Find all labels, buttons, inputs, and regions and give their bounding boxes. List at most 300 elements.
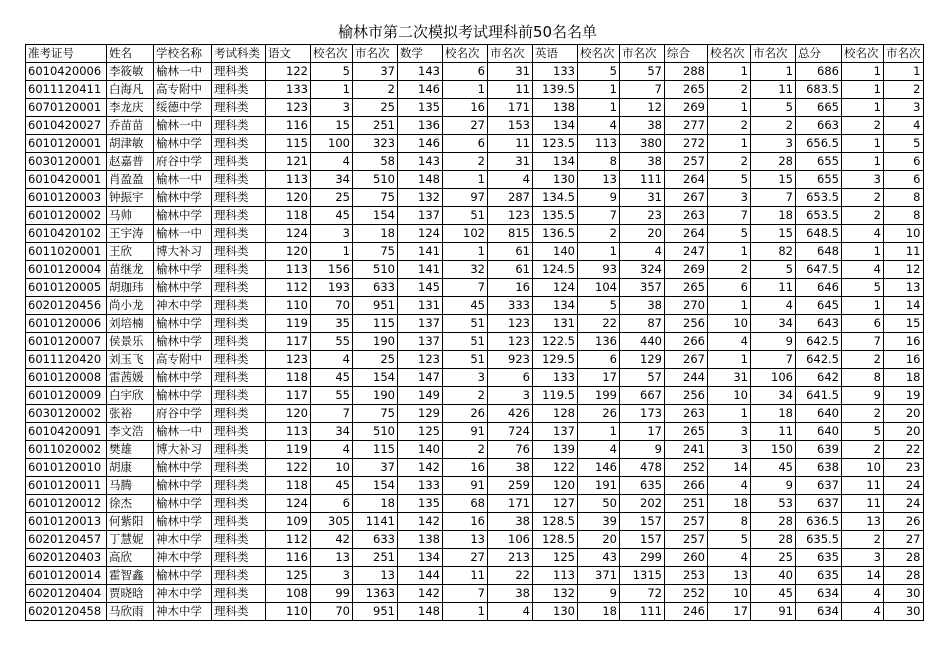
table-cell: 173 (620, 405, 665, 423)
column-header: 总分 (796, 45, 842, 63)
table-cell: 2 (842, 351, 884, 369)
table-cell: 榆林中学 (154, 495, 212, 513)
table-cell: 130 (533, 171, 578, 189)
table-cell: 440 (620, 333, 665, 351)
table-cell: 7 (578, 207, 620, 225)
table-row (26, 99, 924, 117)
table-cell: 钟振宇 (107, 189, 154, 207)
table-row (26, 261, 924, 279)
table-cell: 42 (311, 531, 353, 549)
table-cell: 6010120001 (26, 135, 107, 153)
table-cell: 50 (578, 495, 620, 513)
table-cell: 理科类 (212, 279, 266, 297)
table-cell: 理科类 (212, 207, 266, 225)
table-cell: 12 (884, 261, 924, 279)
table-cell: 24 (884, 495, 924, 513)
table-cell: 648 (796, 243, 842, 261)
table-cell: 635 (620, 477, 665, 495)
table-cell: 264 (665, 225, 708, 243)
table-cell: 16 (443, 99, 488, 117)
table-cell: 113 (266, 423, 311, 441)
table-cell: 9 (751, 333, 796, 351)
table-cell: 645 (796, 297, 842, 315)
table-cell: 8 (708, 513, 751, 531)
table-cell: 府谷中学 (154, 153, 212, 171)
table-cell: 143 (398, 63, 443, 81)
table-cell: 6010120008 (26, 369, 107, 387)
table-row (26, 171, 924, 189)
table-cell: 641.5 (796, 387, 842, 405)
table-cell: 148 (398, 171, 443, 189)
table-cell: 13 (578, 171, 620, 189)
table-cell: 榆林中学 (154, 459, 212, 477)
table-cell: 理科类 (212, 171, 266, 189)
table-cell: 16 (884, 351, 924, 369)
table-cell: 665 (796, 99, 842, 117)
table-cell: 马腾 (107, 477, 154, 495)
table-cell: 324 (620, 261, 665, 279)
table-cell: 4 (842, 225, 884, 243)
table-cell: 305 (311, 513, 353, 531)
table-cell: 118 (266, 207, 311, 225)
table-cell: 7 (620, 81, 665, 99)
table-cell: 王欣 (107, 243, 154, 261)
table-cell: 神木中学 (154, 585, 212, 603)
table-cell: 5 (751, 261, 796, 279)
table-cell: 643 (796, 315, 842, 333)
table-cell: 213 (488, 549, 533, 567)
table-cell: 259 (488, 477, 533, 495)
table-cell: 白宇欣 (107, 387, 154, 405)
table-cell: 14 (884, 297, 924, 315)
table-cell: 132 (398, 189, 443, 207)
table-cell: 263 (665, 207, 708, 225)
table-cell: 246 (665, 603, 708, 621)
table-cell: 11 (751, 279, 796, 297)
table-cell: 655 (796, 153, 842, 171)
table-cell: 4 (311, 351, 353, 369)
table-cell: 榆林一中 (154, 423, 212, 441)
table-cell: 1 (842, 153, 884, 171)
table-cell: 124 (533, 279, 578, 297)
table-cell: 30 (884, 585, 924, 603)
table-cell: 251 (353, 117, 398, 135)
table-row (26, 189, 924, 207)
table-cell: 35 (311, 315, 353, 333)
table-cell: 128.5 (533, 531, 578, 549)
table-cell: 131 (533, 315, 578, 333)
table-cell: 赵嘉普 (107, 153, 154, 171)
table-cell: 129 (398, 405, 443, 423)
table-cell: 6010120014 (26, 567, 107, 585)
table-cell: 4 (751, 297, 796, 315)
table-cell: 686 (796, 63, 842, 81)
table-cell: 120 (266, 405, 311, 423)
table-cell: 6 (884, 153, 924, 171)
table-cell: 510 (353, 423, 398, 441)
table-cell: 10 (708, 585, 751, 603)
table-cell: 13 (353, 567, 398, 585)
table-cell: 7 (311, 405, 353, 423)
table-cell: 667 (620, 387, 665, 405)
table-cell: 7 (842, 333, 884, 351)
table-cell: 9 (620, 441, 665, 459)
table-cell: 202 (620, 495, 665, 513)
table-cell: 2 (708, 153, 751, 171)
table-cell: 23 (884, 459, 924, 477)
table-cell: 111 (620, 603, 665, 621)
table-cell: 57 (620, 369, 665, 387)
table-row (26, 351, 924, 369)
table-cell: 87 (620, 315, 665, 333)
table-cell: 150 (751, 441, 796, 459)
table-cell: 127 (533, 495, 578, 513)
table-cell: 6010120005 (26, 279, 107, 297)
table-cell: 11 (884, 243, 924, 261)
table-cell: 110 (266, 603, 311, 621)
table-cell: 156 (311, 261, 353, 279)
table-cell: 1141 (353, 513, 398, 531)
table-cell: 2 (842, 531, 884, 549)
table-cell: 124 (266, 225, 311, 243)
table-cell: 18 (578, 603, 620, 621)
table-cell: 256 (665, 387, 708, 405)
table-row (26, 117, 924, 135)
table-row (26, 333, 924, 351)
table-cell: 6 (443, 63, 488, 81)
table-cell: 141 (398, 261, 443, 279)
table-cell: 333 (488, 297, 533, 315)
table-cell: 雷茜媛 (107, 369, 154, 387)
table-cell: 637 (796, 477, 842, 495)
table-cell: 815 (488, 225, 533, 243)
table-cell: 4 (620, 243, 665, 261)
table-cell: 3 (311, 99, 353, 117)
table-cell: 32 (443, 261, 488, 279)
table-cell: 45 (311, 477, 353, 495)
table-cell: 120 (266, 243, 311, 261)
table-cell: 9 (751, 477, 796, 495)
table-row (26, 207, 924, 225)
table-cell: 侯景乐 (107, 333, 154, 351)
table-row (26, 279, 924, 297)
table-cell: 123 (266, 351, 311, 369)
table-cell: 4 (311, 153, 353, 171)
table-cell: 13 (708, 567, 751, 585)
table-row (26, 225, 924, 243)
table-cell: 287 (488, 189, 533, 207)
table-cell: 634 (796, 585, 842, 603)
table-cell: 6010120002 (26, 207, 107, 225)
table-cell: 55 (311, 333, 353, 351)
table-cell: 6010420027 (26, 117, 107, 135)
table-cell: 58 (353, 153, 398, 171)
table-cell: 26 (884, 513, 924, 531)
table-cell: 榆林中学 (154, 387, 212, 405)
table-cell: 123 (398, 351, 443, 369)
table-cell: 143 (398, 153, 443, 171)
table-cell: 125 (266, 567, 311, 585)
table-row (26, 495, 924, 513)
table-cell: 61 (488, 261, 533, 279)
table-cell: 241 (665, 441, 708, 459)
table-cell: 10 (884, 225, 924, 243)
table-cell: 5 (842, 279, 884, 297)
table-cell: 3 (842, 171, 884, 189)
table-cell: 府谷中学 (154, 405, 212, 423)
table-cell: 理科类 (212, 513, 266, 531)
table-cell: 199 (578, 387, 620, 405)
table-cell: 270 (665, 297, 708, 315)
table-cell: 高欣 (107, 549, 154, 567)
table-cell: 26 (443, 405, 488, 423)
table-cell: 理科类 (212, 261, 266, 279)
table-cell: 110 (266, 297, 311, 315)
table-cell: 11 (842, 495, 884, 513)
table-cell: 6010120007 (26, 333, 107, 351)
table-cell: 6 (578, 351, 620, 369)
table-cell: 112 (266, 279, 311, 297)
table-cell: 榆林中学 (154, 333, 212, 351)
table-cell: 147 (398, 369, 443, 387)
table-cell: 139 (533, 441, 578, 459)
table-cell: 11 (751, 81, 796, 99)
table-cell: 理科类 (212, 297, 266, 315)
table-cell: 75 (353, 189, 398, 207)
table-cell: 99 (311, 585, 353, 603)
table-cell: 663 (796, 117, 842, 135)
table-cell: 634 (796, 603, 842, 621)
table-cell: 18 (884, 369, 924, 387)
table-cell: 426 (488, 405, 533, 423)
table-cell: 榆林中学 (154, 315, 212, 333)
table-cell: 马欣雨 (107, 603, 154, 621)
table-cell: 理科类 (212, 225, 266, 243)
table-cell: 642.5 (796, 351, 842, 369)
table-cell: 8 (578, 153, 620, 171)
table-cell: 6010420091 (26, 423, 107, 441)
table-cell: 193 (311, 279, 353, 297)
table-cell: 2 (708, 261, 751, 279)
table-cell: 142 (398, 459, 443, 477)
table-cell: 146 (398, 135, 443, 153)
table-cell: 高专附中 (154, 351, 212, 369)
table-cell: 122 (266, 459, 311, 477)
table-cell: 3 (751, 135, 796, 153)
table-cell: 640 (796, 405, 842, 423)
table-cell: 高专附中 (154, 81, 212, 99)
table-cell: 胡珈玮 (107, 279, 154, 297)
table-cell: 380 (620, 135, 665, 153)
table-cell: 榆林中学 (154, 279, 212, 297)
table-cell: 31 (620, 189, 665, 207)
table-cell: 3 (842, 549, 884, 567)
table-cell: 28 (751, 153, 796, 171)
table-cell: 16 (884, 333, 924, 351)
table-cell: 7 (443, 585, 488, 603)
table-cell: 45 (311, 207, 353, 225)
table-cell: 91 (443, 423, 488, 441)
table-cell: 2 (578, 225, 620, 243)
table-cell: 31 (488, 153, 533, 171)
table-cell: 5 (708, 531, 751, 549)
table-row (26, 531, 924, 549)
table-cell: 134 (533, 297, 578, 315)
table-cell: 10 (311, 459, 353, 477)
table-cell: 251 (665, 495, 708, 513)
table-cell: 4 (842, 603, 884, 621)
table-cell: 139.5 (533, 81, 578, 99)
table-cell: 37 (353, 459, 398, 477)
table-cell: 12 (620, 99, 665, 117)
column-header: 语文 (266, 45, 311, 63)
table-cell: 951 (353, 603, 398, 621)
table-cell: 113 (578, 135, 620, 153)
table-cell: 15 (311, 117, 353, 135)
table-cell: 5 (708, 225, 751, 243)
table-cell: 136 (398, 117, 443, 135)
table-cell: 45 (751, 459, 796, 477)
table-row (26, 567, 924, 585)
table-cell: 理科类 (212, 567, 266, 585)
table-cell: 1 (751, 63, 796, 81)
table-cell: 252 (665, 585, 708, 603)
table-cell: 117 (266, 387, 311, 405)
table-cell: 123.5 (533, 135, 578, 153)
table-cell: 3 (708, 423, 751, 441)
table-cell: 6020120456 (26, 297, 107, 315)
table-row (26, 63, 924, 81)
table-cell: 榆林一中 (154, 225, 212, 243)
table-cell: 徐杰 (107, 495, 154, 513)
table-cell: 1 (578, 99, 620, 117)
table-cell: 张裕 (107, 405, 154, 423)
table-cell: 132 (533, 585, 578, 603)
table-cell: 145 (398, 279, 443, 297)
table-cell: 28 (884, 567, 924, 585)
table-cell: 266 (665, 477, 708, 495)
table-cell: 6 (708, 279, 751, 297)
column-header: 市名次 (884, 45, 924, 63)
table-cell: 理科类 (212, 531, 266, 549)
table-cell: 6010120003 (26, 189, 107, 207)
table-cell: 53 (751, 495, 796, 513)
table-cell: 1 (708, 99, 751, 117)
table-cell: 1 (443, 603, 488, 621)
table-cell: 6010420001 (26, 171, 107, 189)
table-cell: 123 (266, 99, 311, 117)
table-cell: 247 (665, 243, 708, 261)
table-cell: 17 (578, 369, 620, 387)
table-cell: 23 (620, 207, 665, 225)
table-cell: 25 (353, 99, 398, 117)
table-cell: 15 (751, 225, 796, 243)
table-cell: 6 (311, 495, 353, 513)
table-cell: 38 (620, 153, 665, 171)
table-cell: 4 (708, 477, 751, 495)
table-cell: 117 (266, 333, 311, 351)
header-row (26, 45, 924, 63)
table-cell: 7 (751, 189, 796, 207)
table-cell: 138 (533, 99, 578, 117)
table-cell: 951 (353, 297, 398, 315)
table-cell: 656.5 (796, 135, 842, 153)
table-row (26, 81, 924, 99)
table-cell: 120 (266, 189, 311, 207)
table-cell: 265 (665, 81, 708, 99)
table-cell: 113 (533, 567, 578, 585)
table-cell: 57 (620, 63, 665, 81)
table-cell: 24 (884, 477, 924, 495)
table-cell: 27 (884, 531, 924, 549)
table-cell: 1 (842, 297, 884, 315)
table-cell: 124 (266, 495, 311, 513)
table-cell: 123 (488, 207, 533, 225)
table-cell: 16 (443, 459, 488, 477)
table-cell: 2 (353, 81, 398, 99)
table-cell: 633 (353, 279, 398, 297)
table-cell: 榆林一中 (154, 63, 212, 81)
table-cell: 140 (533, 243, 578, 261)
table-cell: 6010120010 (26, 459, 107, 477)
table-cell: 何紫阳 (107, 513, 154, 531)
table-cell: 李文浩 (107, 423, 154, 441)
table-cell: 635 (796, 549, 842, 567)
table-row (26, 585, 924, 603)
table-cell: 277 (665, 117, 708, 135)
table-cell: 4 (842, 585, 884, 603)
table-row (26, 369, 924, 387)
table-cell: 134 (533, 153, 578, 171)
table-cell: 43 (578, 549, 620, 567)
table-cell: 1 (443, 171, 488, 189)
table-cell: 115 (353, 315, 398, 333)
table-cell: 148 (398, 603, 443, 621)
table-cell: 113 (266, 171, 311, 189)
table-cell: 15 (751, 171, 796, 189)
column-header: 校名次 (708, 45, 751, 63)
table-cell: 39 (578, 513, 620, 531)
table-cell: 1 (842, 63, 884, 81)
table-cell: 135 (398, 495, 443, 513)
table-cell: 6011120411 (26, 81, 107, 99)
table-cell: 1 (708, 63, 751, 81)
table-cell: 苗继龙 (107, 261, 154, 279)
table-cell: 11 (443, 567, 488, 585)
table-cell: 134 (533, 117, 578, 135)
table-cell: 157 (620, 531, 665, 549)
table-cell: 264 (665, 171, 708, 189)
table-cell: 55 (311, 387, 353, 405)
sheet-title: 榆林市第二次模拟考试理科前50名名单 (337, 23, 598, 41)
table-cell: 4 (578, 441, 620, 459)
table-cell: 榆林中学 (154, 189, 212, 207)
column-header: 学校名称 (154, 45, 212, 63)
table-cell: 142 (398, 585, 443, 603)
table-cell: 贾晓晗 (107, 585, 154, 603)
column-header: 姓名 (107, 45, 154, 63)
table-cell: 70 (311, 297, 353, 315)
table-cell: 635.5 (796, 531, 842, 549)
table-cell: 3 (708, 441, 751, 459)
table-cell: 1 (708, 351, 751, 369)
table-cell: 6010420006 (26, 63, 107, 81)
table-cell: 25 (353, 351, 398, 369)
table-cell: 20 (578, 531, 620, 549)
table-cell: 理科类 (212, 603, 266, 621)
table-cell: 肖盈盈 (107, 171, 154, 189)
table-cell: 102 (443, 225, 488, 243)
